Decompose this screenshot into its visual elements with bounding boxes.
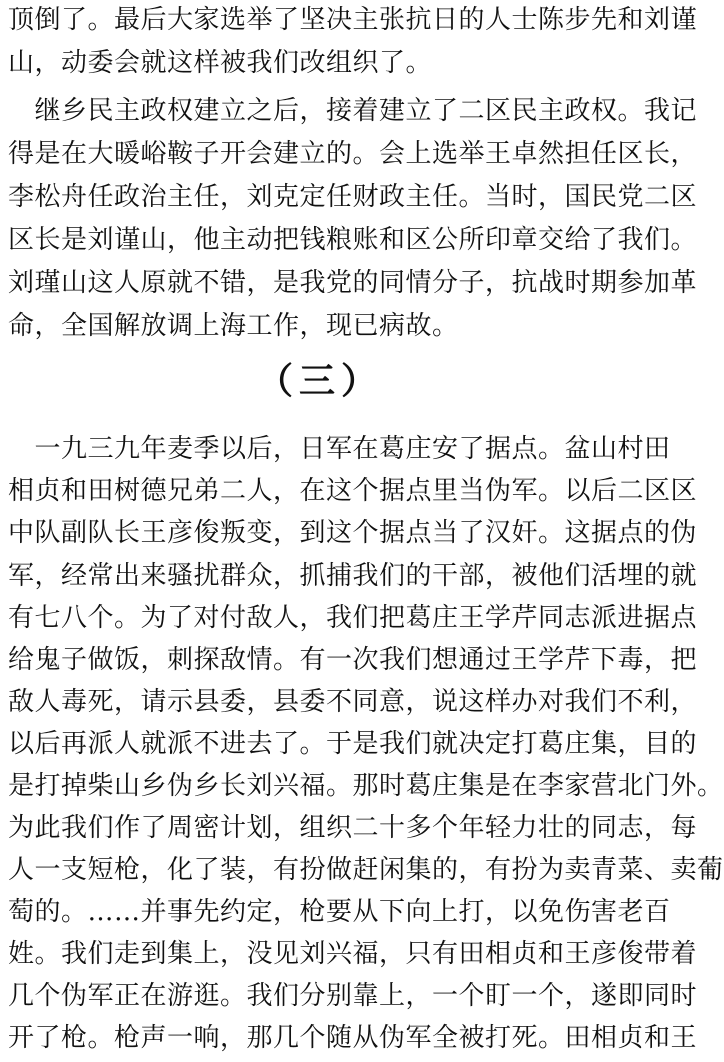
text-line: 几个伪军正在游逛。我们分别靠上，一个盯一个，遂即同时 xyxy=(8,981,698,1011)
text-line: 李松舟任政治主任，刘克定任财政主任。当时，国民党二区 xyxy=(8,182,698,212)
text-line: 军，经常出来骚扰群众，抓捕我们的干部，被他们活埋的就 xyxy=(8,561,698,591)
text-line: 继乡民主政权建立之后，接着建立了二区民主政权。我记 xyxy=(8,96,698,126)
text-line: 一九三九年麦季以后，日军在葛庄安了据点。盆山村田 xyxy=(8,434,671,464)
text-line: 相贞和田树德兄弟二人，在这个据点里当伪军。以后二区区 xyxy=(8,476,698,506)
text-line: 有七八个。为了对付敌人，我们把葛庄王学芹同志派进据点 xyxy=(8,603,698,633)
text-line: 山，动委会就这样被我们改组织了。 xyxy=(8,48,433,78)
text-line: 萄的。……并事先约定，枪要从下向上打，以免伤害老百 xyxy=(8,897,671,927)
text-line: 命，全国解放调上海工作，现已病故。 xyxy=(8,311,459,341)
section-heading: （三） xyxy=(256,360,383,402)
text-line: 开了枪。枪声一响，那几个随从伪军全被打死。田相贞和王 xyxy=(8,1023,698,1053)
text-line: 给鬼子做饭，刺探敌情。有一次我们想通过王学芹下毒，把 xyxy=(8,645,698,675)
text-line: 是打掉柴山乡伪乡长刘兴福。那时葛庄集是在李家营北门外。 xyxy=(8,771,724,801)
text-line: 以后再派人就派不进去了。于是我们就决定打葛庄集，目的 xyxy=(8,729,698,759)
text-line: 为此我们作了周密计划，组织二十多个年轻力壮的同志，每 xyxy=(8,813,698,843)
text-line: 得是在大暖峪鞍子开会建立的。会上选举王卓然担任区长， xyxy=(8,139,698,169)
text-line: 刘瑾山这人原就不错，是我党的同情分子，抗战时期参加革 xyxy=(8,268,698,298)
text-line: 人一支短枪，化了装，有扮做赶闲集的，有扮为卖青菜、卖葡 xyxy=(8,855,724,885)
text-line: 敌人毒死，请示县委，县委不同意，说这样办对我们不利， xyxy=(8,687,698,717)
text-line: 中队副队长王彦俊叛变，到这个据点当了汉奸。这据点的伪 xyxy=(8,518,698,548)
text-line: 区长是刘谨山，他主动把钱粮账和区公所印章交给了我们。 xyxy=(8,225,698,255)
text-line: 顶倒了。最后大家选举了坚决主张抗日的人士陈步先和刘谨 xyxy=(8,5,698,35)
text-line: 姓。我们走到集上，没见刘兴福，只有田相贞和王彦俊带着 xyxy=(8,939,698,969)
